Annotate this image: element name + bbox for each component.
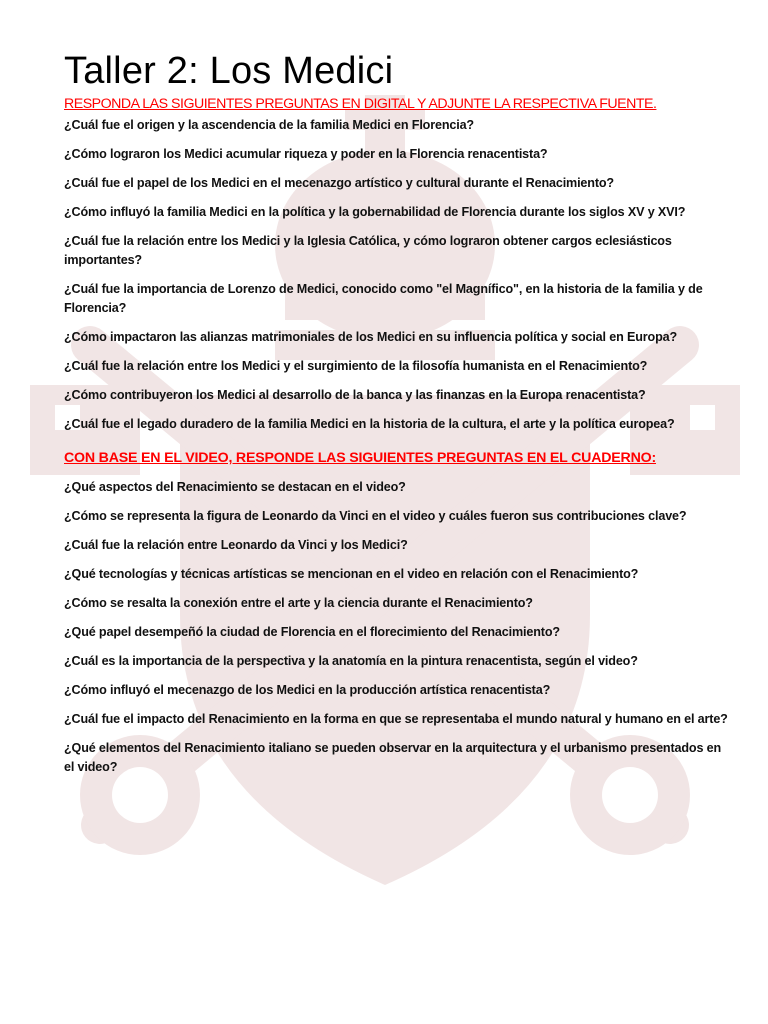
section2-instruction: CON BASE EN EL VIDEO, RESPONDE LAS SIGUIENTES PREGUNTAS EN EL CUADERNO:	[64, 450, 657, 466]
question-item: ¿Cuál fue el papel de los Medici en el mecenazgo artístico y cultural durante el Renacimiento?	[64, 176, 614, 190]
question-item: ¿Cuál fue el impacto del Renacimiento en la forma en que se representaba el mundo natural y humano en el arte?	[64, 712, 728, 726]
page-title: Taller 2: Los Medici	[64, 50, 394, 92]
question-item: ¿Cómo influyó la familia Medici en la política y la gobernabilidad de Florencia durante los siglos XV y XVI?	[64, 205, 686, 219]
question-item: ¿Cómo lograron los Medici acumular riqueza y poder en la Florencia renacentista?	[64, 147, 548, 161]
question-item: ¿Cuál fue la importancia de Lorenzo de Medici, conocido como "el Magnífico", en la historia de la familia y de Florencia?	[64, 282, 703, 315]
section1-questions	[64, 116, 728, 434]
question-item: ¿Cómo se representa la figura de Leonardo da Vinci en el video y cuáles fueron sus contribuciones clave?	[64, 509, 687, 523]
question-item: ¿Cuál fue la relación entre Leonardo da Vinci y los Medici?	[64, 538, 408, 552]
question-item: ¿Qué papel desempeñó la ciudad de Florencia en el florecimiento del Renacimiento?	[64, 625, 560, 639]
question-item: ¿Qué elementos del Renacimiento italiano se pueden observar en la arquitectura y el urbanismo presentados en el video?	[64, 741, 722, 774]
question-item: ¿Cuál fue la relación entre los Medici y el surgimiento de la filosofía humanista en el Renacimiento?	[64, 359, 648, 373]
question-item: ¿Cómo impactaron las alianzas matrimoniales de los Medici en su influencia política y social en Europa?	[64, 330, 678, 344]
question-item: ¿Cómo se resalta la conexión entre el arte y la ciencia durante el Renacimiento?	[64, 596, 533, 610]
section1-instruction: RESPONDA LAS SIGUIENTES PREGUNTAS EN DIGITAL Y ADJUNTE LA RESPECTIVA FUENTE.	[64, 96, 657, 112]
question-item: ¿Cuál es la importancia de la perspectiva y la anatomía en la pintura renacentista, según el video?	[64, 654, 638, 668]
question-item: ¿Cómo influyó el mecenazgo de los Medici en la producción artística renacentista?	[64, 683, 551, 697]
question-item: ¿Qué tecnologías y técnicas artísticas se mencionan en el video en relación con el Renacimiento?	[64, 567, 639, 581]
question-item: ¿Cómo contribuyeron los Medici al desarrollo de la banca y las finanzas en la Europa renacentista?	[64, 388, 646, 402]
section2-questions	[64, 478, 728, 777]
question-item: ¿Qué aspectos del Renacimiento se destacan en el video?	[64, 480, 406, 494]
question-item: ¿Cuál fue la relación entre los Medici y la Iglesia Católica, y cómo lograron obtener cargos eclesiásticos importantes?	[64, 234, 672, 267]
question-item: ¿Cuál fue el legado duradero de la familia Medici en la historia de la cultura, el arte y la política europea?	[64, 417, 675, 431]
question-item: ¿Cuál fue el origen y la ascendencia de la familia Medici en Florencia?	[64, 118, 474, 132]
